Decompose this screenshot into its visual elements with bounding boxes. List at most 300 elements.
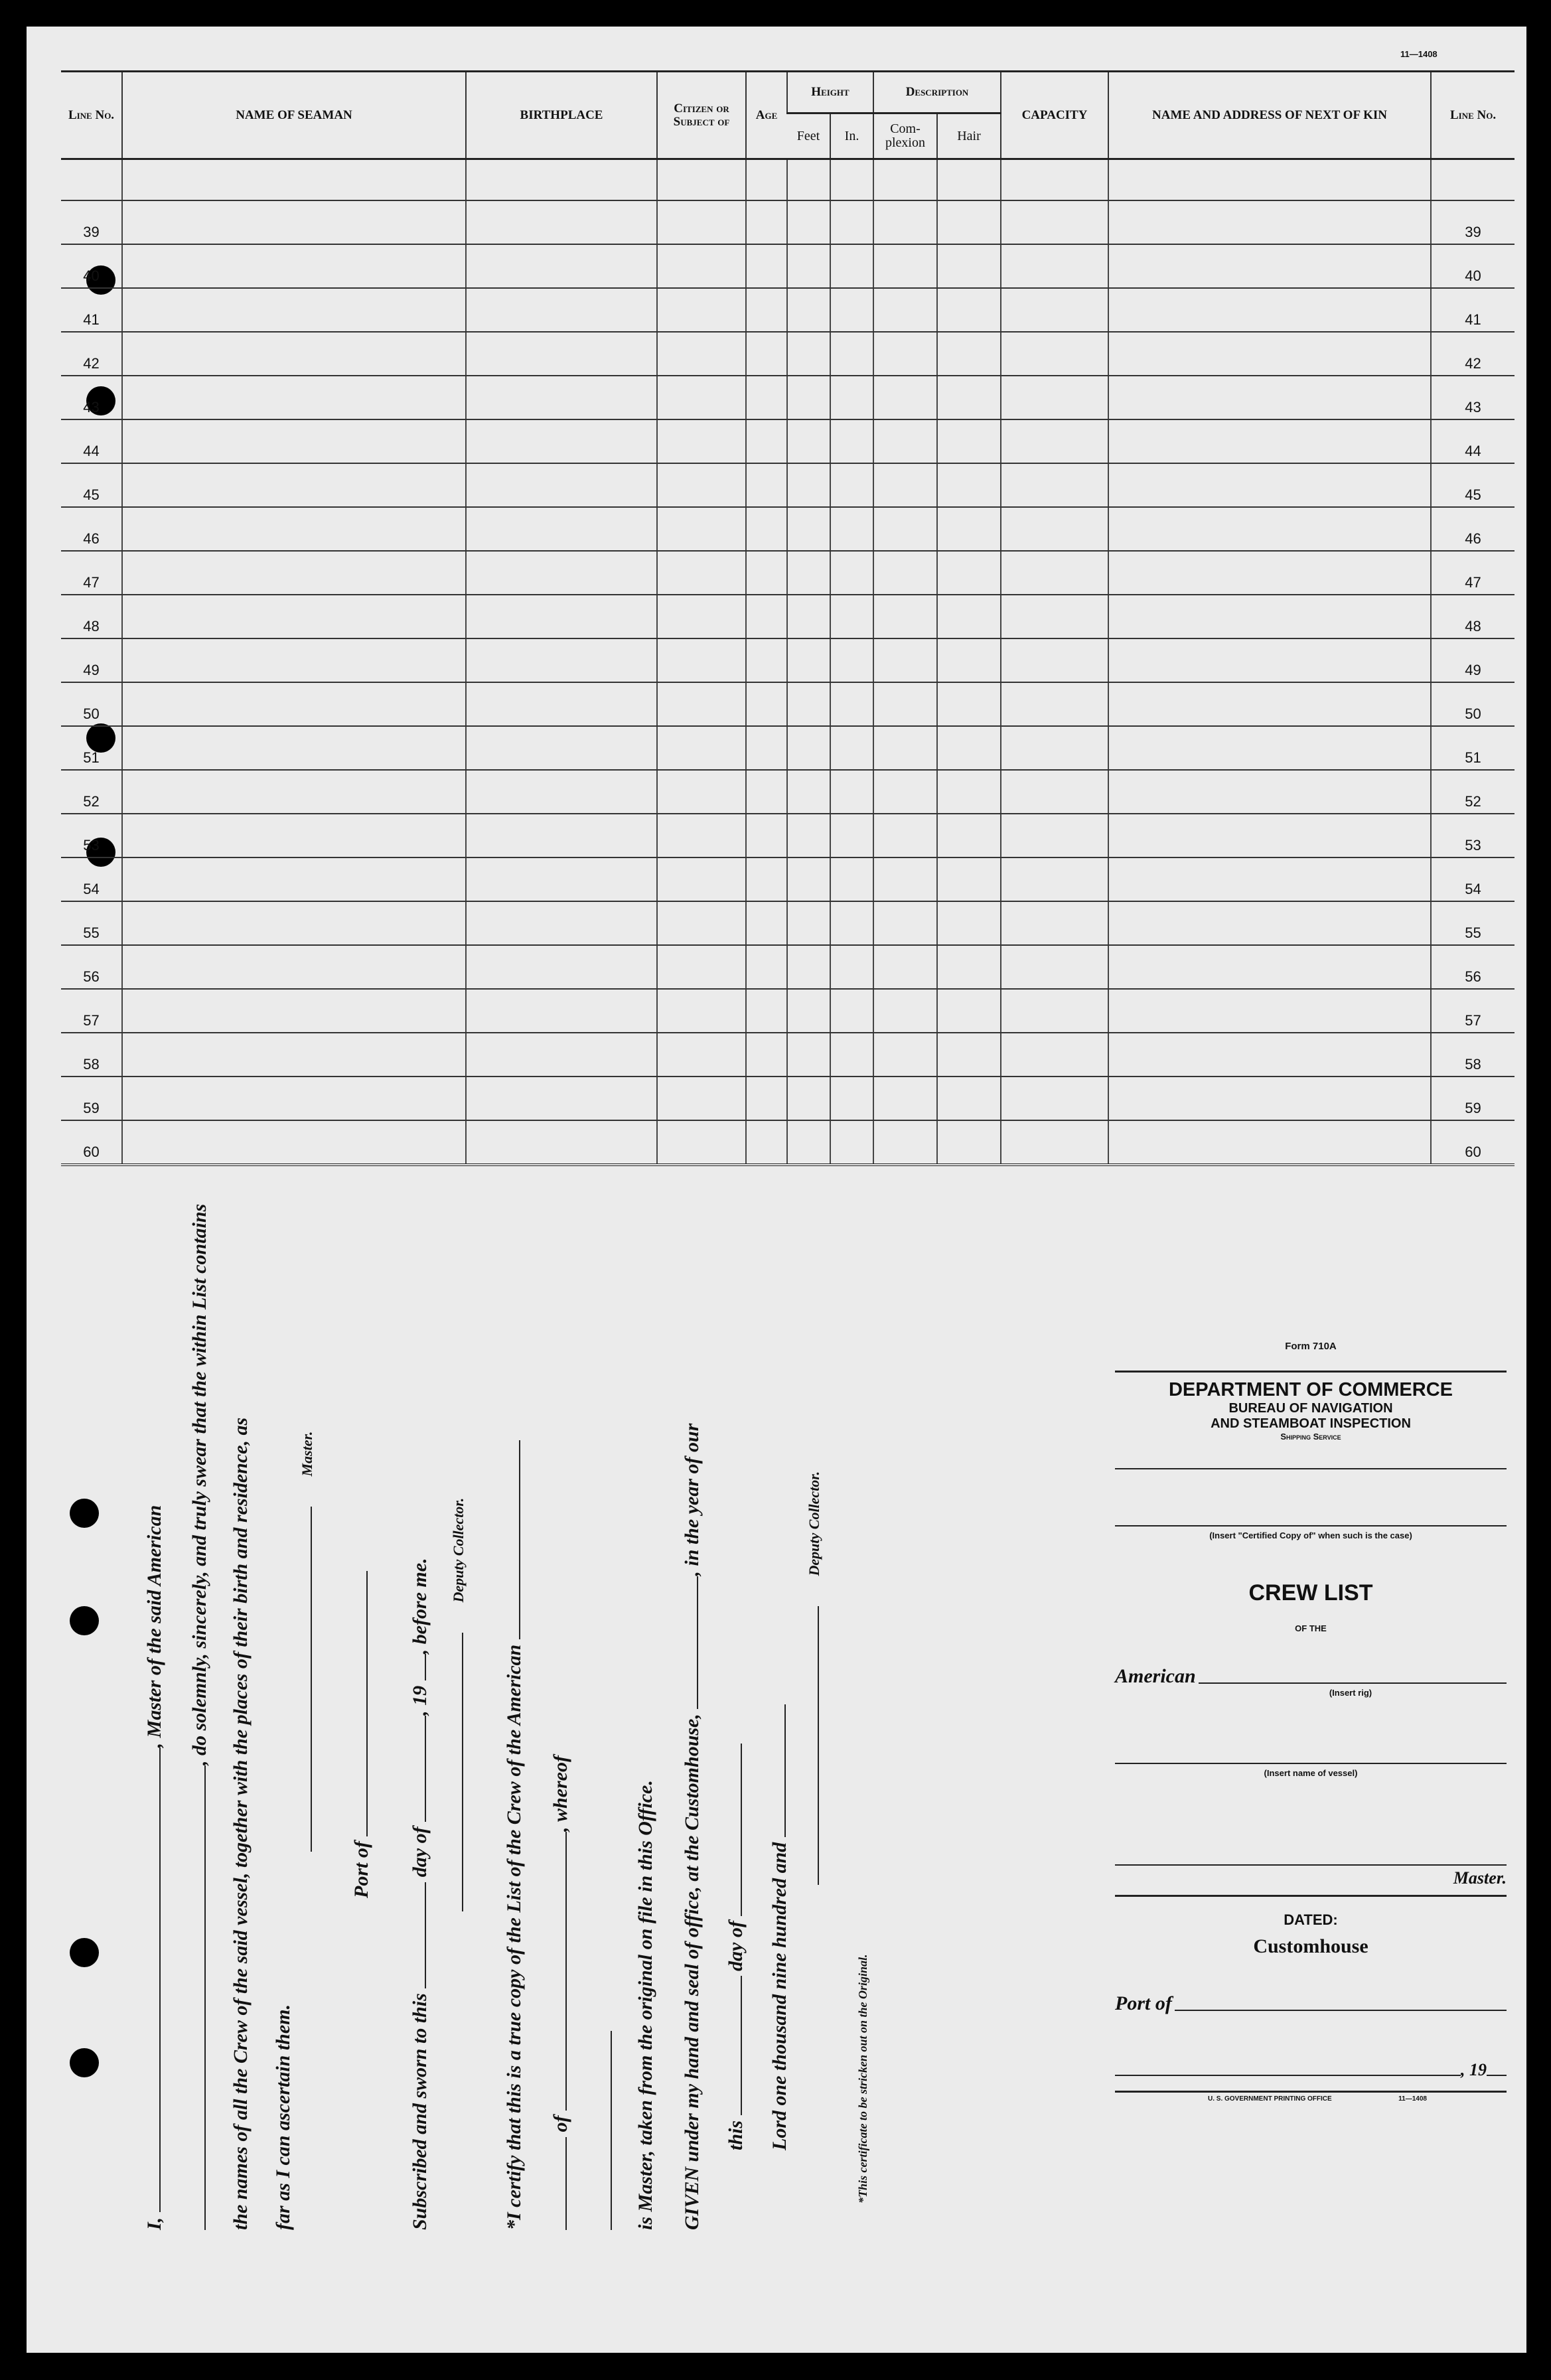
header-height: Height [787, 72, 873, 113]
entry-cell[interactable] [1108, 857, 1431, 901]
entry-cell[interactable] [937, 419, 1001, 463]
entry-cell[interactable] [830, 551, 873, 595]
entry-cell[interactable] [657, 419, 746, 463]
entry-cell[interactable] [830, 682, 873, 726]
entry-cell[interactable] [830, 989, 873, 1033]
entry-cell[interactable] [787, 507, 830, 551]
entry-cell[interactable] [122, 288, 466, 332]
entry-cell[interactable] [1001, 244, 1108, 288]
entry-cell[interactable] [830, 1077, 873, 1120]
line-number: 42 [61, 332, 122, 376]
entry-cell[interactable] [466, 1120, 657, 1165]
entry-cell[interactable] [1108, 682, 1431, 726]
table-row [61, 1120, 1514, 1165]
deputy-signature-blank-2[interactable] [803, 1606, 819, 1885]
entry-cell[interactable] [830, 507, 873, 551]
entry-cell[interactable] [1108, 463, 1431, 507]
entry-cell[interactable] [937, 595, 1001, 638]
entry-cell[interactable] [787, 814, 830, 857]
year19-label: , 19 [1461, 2060, 1487, 2079]
oath-line-1: , Master of the said American [143, 1505, 165, 1748]
entry-cell[interactable] [1108, 551, 1431, 595]
entry-cell[interactable] [746, 857, 787, 901]
entry-cell[interactable] [830, 376, 873, 419]
entry-cell[interactable] [787, 770, 830, 814]
entry-cell[interactable] [830, 419, 873, 463]
entry-cell[interactable] [937, 507, 1001, 551]
entry-cell[interactable] [1108, 814, 1431, 857]
entry-cell[interactable] [1108, 1077, 1431, 1120]
header-line-no-right: Line No. [1431, 72, 1514, 159]
punch-hole [70, 1606, 99, 1635]
line-number-right: 40 [1431, 244, 1514, 288]
entry-cell[interactable] [466, 376, 657, 419]
entry-cell[interactable] [937, 244, 1001, 288]
entry-cell[interactable] [1108, 595, 1431, 638]
entry-cell[interactable] [1001, 945, 1108, 989]
entry-cell[interactable] [937, 1033, 1001, 1077]
entry-cell[interactable] [746, 682, 787, 726]
entry-cell[interactable] [873, 1120, 937, 1165]
entry-cell[interactable] [122, 1120, 466, 1165]
entry-cell[interactable] [466, 244, 657, 288]
entry-cell[interactable] [1001, 726, 1108, 770]
certify-rig-blank[interactable] [499, 1440, 520, 1639]
entry-cell[interactable] [1001, 332, 1108, 376]
entry-cell[interactable] [1001, 682, 1108, 726]
entry-cell[interactable] [657, 814, 746, 857]
entry-cell[interactable] [1108, 1033, 1431, 1077]
entry-cell[interactable] [873, 200, 937, 244]
entry-cell[interactable] [1108, 376, 1431, 419]
entry-cell[interactable] [937, 376, 1001, 419]
entry-cell[interactable] [1108, 945, 1431, 989]
entry-cell[interactable] [657, 989, 746, 1033]
entry-cell[interactable] [830, 857, 873, 901]
entry-cell[interactable] [657, 638, 746, 682]
master-name-line[interactable] [1115, 1864, 1507, 1866]
header-hair: Hair [937, 113, 1001, 159]
given-port-blank[interactable] [677, 1576, 698, 1709]
entry-cell[interactable] [1001, 1033, 1108, 1077]
entry-cell[interactable] [787, 244, 830, 288]
entry-cell[interactable] [746, 595, 787, 638]
subscribed-month-blank[interactable] [405, 1716, 426, 1822]
line-number-right: 57 [1431, 989, 1514, 1033]
entry-cell[interactable] [466, 682, 657, 726]
entry-cell[interactable] [122, 901, 466, 945]
entry-cell[interactable] [122, 857, 466, 901]
entry-cell[interactable] [787, 595, 830, 638]
certify-master-blank[interactable] [591, 2031, 612, 2230]
date-blank[interactable] [1115, 2075, 1461, 2076]
entry-cell[interactable] [873, 770, 937, 814]
entry-cell[interactable] [1108, 989, 1431, 1033]
entry-cell[interactable] [746, 551, 787, 595]
entry-cell[interactable] [122, 200, 466, 244]
entry-cell[interactable] [873, 551, 937, 595]
entry-cell[interactable] [873, 945, 937, 989]
entry-cell[interactable] [787, 638, 830, 682]
entry-cell[interactable] [746, 244, 787, 288]
before-me-label: , before me. [409, 1558, 431, 1655]
entry-cell[interactable] [746, 463, 787, 507]
entry-cell[interactable] [466, 1033, 657, 1077]
entry-cell[interactable] [1108, 288, 1431, 332]
entry-cell[interactable] [657, 1033, 746, 1077]
entry-cell[interactable] [937, 682, 1001, 726]
entry-cell[interactable] [657, 551, 746, 595]
entry-cell[interactable] [787, 901, 830, 945]
entry-cell[interactable] [657, 945, 746, 989]
entry-cell[interactable] [873, 463, 937, 507]
entry-cell[interactable] [937, 288, 1001, 332]
given-day-blank[interactable] [721, 1976, 742, 2115]
entry-cell[interactable] [1001, 376, 1108, 419]
master-name-blank[interactable] [139, 1748, 161, 2212]
table-row [61, 638, 1514, 682]
entry-cell[interactable] [466, 200, 657, 244]
entry-cell[interactable] [787, 551, 830, 595]
entry-cell[interactable] [830, 244, 873, 288]
entry-cell[interactable] [122, 638, 466, 682]
punch-hole [70, 2048, 99, 2077]
entry-cell[interactable] [873, 682, 937, 726]
entry-cell[interactable] [746, 901, 787, 945]
entry-cell[interactable] [873, 376, 937, 419]
entry-cell[interactable] [122, 989, 466, 1033]
header-next-of-kin: NAME AND ADDRESS OF NEXT OF KIN [1108, 72, 1431, 159]
entry-cell[interactable] [122, 770, 466, 814]
entry-cell[interactable] [122, 726, 466, 770]
entry-cell[interactable] [657, 595, 746, 638]
entry-cell[interactable] [1001, 638, 1108, 682]
table-cell [1001, 159, 1108, 201]
year-blank[interactable] [1487, 2075, 1507, 2076]
subscribed-day-of: day of [409, 1826, 431, 1878]
entry-cell[interactable] [830, 332, 873, 376]
entry-cell[interactable] [746, 288, 787, 332]
entry-cell[interactable] [122, 551, 466, 595]
entry-cell[interactable] [830, 901, 873, 945]
entry-cell[interactable] [787, 200, 830, 244]
entry-cell[interactable] [122, 244, 466, 288]
line-number: 41 [61, 288, 122, 332]
entry-cell[interactable] [787, 1077, 830, 1120]
entry-cell[interactable] [657, 288, 746, 332]
entry-cell[interactable] [787, 332, 830, 376]
entry-cell[interactable] [466, 726, 657, 770]
table-row [61, 376, 1514, 419]
entry-cell[interactable] [122, 595, 466, 638]
entry-cell[interactable] [466, 1077, 657, 1120]
entry-cell[interactable] [122, 507, 466, 551]
entry-cell[interactable] [1108, 638, 1431, 682]
entry-cell[interactable] [466, 332, 657, 376]
entry-cell[interactable] [937, 332, 1001, 376]
entry-cell[interactable] [787, 463, 830, 507]
line-number: 57 [61, 989, 122, 1033]
entry-cell[interactable] [873, 419, 937, 463]
entry-cell[interactable] [937, 1077, 1001, 1120]
entry-cell[interactable] [657, 770, 746, 814]
entry-cell[interactable] [1001, 551, 1108, 595]
entry-cell[interactable] [746, 507, 787, 551]
entry-cell[interactable] [746, 332, 787, 376]
entry-cell[interactable] [1108, 726, 1431, 770]
entry-cell[interactable] [873, 726, 937, 770]
entry-cell[interactable] [746, 1120, 787, 1165]
entry-cell[interactable] [787, 288, 830, 332]
entry-cell[interactable] [873, 901, 937, 945]
entry-cell[interactable] [466, 595, 657, 638]
entry-cell[interactable] [657, 1077, 746, 1120]
oath-line-4: far as I can ascertain them. [272, 2004, 294, 2230]
entry-cell[interactable] [466, 463, 657, 507]
given-year-blank[interactable] [765, 1704, 786, 1837]
entry-cell[interactable] [787, 1033, 830, 1077]
entry-cell[interactable] [746, 989, 787, 1033]
subscribed-day-blank[interactable] [405, 1882, 426, 1988]
entry-cell[interactable] [830, 770, 873, 814]
crew-list-title: CREW LIST [1248, 1580, 1373, 1605]
entry-cell[interactable] [466, 507, 657, 551]
entry-cell[interactable] [657, 1120, 746, 1165]
table-row [61, 288, 1514, 332]
header-citizen: Citizen or Subject of [657, 72, 746, 159]
certify-port-blank[interactable] [546, 1832, 567, 2111]
entry-cell[interactable] [830, 463, 873, 507]
entry-cell[interactable] [1108, 244, 1431, 288]
entry-cell[interactable] [830, 595, 873, 638]
entry-cell[interactable] [873, 595, 937, 638]
vessel-name-blank[interactable] [1115, 1763, 1507, 1764]
entry-cell[interactable] [1001, 770, 1108, 814]
entry-cell[interactable] [937, 945, 1001, 989]
table-row [61, 945, 1514, 989]
entry-cell[interactable] [746, 945, 787, 989]
port-blank[interactable] [1175, 2010, 1507, 2011]
entry-cell[interactable] [122, 682, 466, 726]
line-number: 49 [61, 638, 122, 682]
entry-cell[interactable] [466, 419, 657, 463]
line-number: 50 [61, 682, 122, 726]
line-number: 59 [61, 1077, 122, 1120]
entry-cell[interactable] [1108, 1120, 1431, 1165]
header-birthplace: BIRTHPLACE [466, 72, 657, 159]
entry-cell[interactable] [873, 1033, 937, 1077]
line-number-right: 43 [1431, 376, 1514, 419]
entry-cell[interactable] [122, 332, 466, 376]
entry-cell[interactable] [466, 989, 657, 1033]
certified-copy-blank-2[interactable] [1115, 1525, 1507, 1526]
master-signature-blank[interactable] [296, 1507, 312, 1852]
entry-cell[interactable] [937, 814, 1001, 857]
subscribed-year19: , 19 [409, 1685, 431, 1716]
entry-cell[interactable] [830, 200, 873, 244]
entry-cell[interactable] [746, 419, 787, 463]
entry-cell[interactable] [657, 901, 746, 945]
entry-cell[interactable] [1108, 770, 1431, 814]
entry-cell[interactable] [746, 1077, 787, 1120]
entry-cell[interactable] [1108, 419, 1431, 463]
entry-cell[interactable] [122, 463, 466, 507]
entry-cell[interactable] [1001, 463, 1108, 507]
entry-cell[interactable] [937, 989, 1001, 1033]
entry-cell[interactable] [122, 1033, 466, 1077]
entry-cell[interactable] [830, 945, 873, 989]
department-title: DEPARTMENT OF COMMERCE [1168, 1379, 1453, 1400]
entry-cell[interactable] [466, 814, 657, 857]
entry-cell[interactable] [873, 244, 937, 288]
deputy-signature-blank-1[interactable] [447, 1633, 463, 1911]
entry-cell[interactable] [122, 376, 466, 419]
entry-cell[interactable] [1001, 1120, 1108, 1165]
certified-copy-blank-1[interactable] [1115, 1468, 1507, 1469]
entry-cell[interactable] [1001, 989, 1108, 1033]
entry-cell[interactable] [657, 376, 746, 419]
entry-cell[interactable] [873, 332, 937, 376]
entry-cell[interactable] [937, 1120, 1001, 1165]
table-cell [466, 159, 657, 201]
certified-note: (Insert "Certified Copy of" when such is the case) [1209, 1530, 1412, 1540]
entry-cell[interactable] [122, 1077, 466, 1120]
entry-cell[interactable] [466, 901, 657, 945]
entry-cell[interactable] [657, 726, 746, 770]
entry-cell[interactable] [122, 814, 466, 857]
entry-cell[interactable] [787, 989, 830, 1033]
entry-cell[interactable] [873, 1077, 937, 1120]
entry-cell[interactable] [937, 857, 1001, 901]
entry-cell[interactable] [787, 1120, 830, 1165]
entry-cell[interactable] [873, 638, 937, 682]
form-code-bottom: 11—1408 [1398, 2095, 1427, 2103]
line-number-right: 53 [1431, 814, 1514, 857]
entry-cell[interactable] [830, 288, 873, 332]
line-number: 43 [61, 376, 122, 419]
entry-cell[interactable] [1001, 288, 1108, 332]
table-cell [746, 159, 787, 201]
entry-cell[interactable] [466, 945, 657, 989]
entry-cell[interactable] [746, 200, 787, 244]
subscribed-year-blank[interactable] [405, 1654, 426, 1680]
header-name-of-seaman: NAME OF SEAMAN [122, 72, 466, 159]
entry-cell[interactable] [657, 507, 746, 551]
certify-vessel-blank[interactable] [546, 2137, 567, 2230]
entry-cell[interactable] [1001, 901, 1108, 945]
line-number: 60 [61, 1120, 122, 1165]
entry-cell[interactable] [657, 682, 746, 726]
entry-cell[interactable] [657, 857, 746, 901]
entry-cell[interactable] [937, 770, 1001, 814]
entry-cell[interactable] [873, 288, 937, 332]
entry-cell[interactable] [1108, 200, 1431, 244]
entry-cell[interactable] [937, 638, 1001, 682]
entry-cell[interactable] [1108, 901, 1431, 945]
entry-cell[interactable] [122, 945, 466, 989]
rig-blank[interactable] [1199, 1682, 1507, 1684]
entry-cell[interactable] [1108, 332, 1431, 376]
entry-cell[interactable] [873, 857, 937, 901]
entry-cell[interactable] [1001, 857, 1108, 901]
header-feet: Feet [787, 113, 830, 159]
entry-cell[interactable] [787, 682, 830, 726]
entry-cell[interactable] [937, 551, 1001, 595]
of-the-label: OF THE [1295, 1623, 1327, 1633]
line-number-right: 50 [1431, 682, 1514, 726]
entry-cell[interactable] [466, 551, 657, 595]
entry-cell[interactable] [122, 419, 466, 463]
dated-label: DATED: [1284, 1911, 1338, 1928]
entry-cell[interactable] [1001, 419, 1108, 463]
port-of-label: Port of [1115, 1992, 1172, 2014]
entry-cell[interactable] [830, 726, 873, 770]
entry-cell[interactable] [657, 200, 746, 244]
entry-cell[interactable] [746, 770, 787, 814]
seaman-blank[interactable] [185, 1765, 206, 2230]
entry-cell[interactable] [657, 332, 746, 376]
entry-cell[interactable] [787, 419, 830, 463]
entry-cell[interactable] [1001, 507, 1108, 551]
entry-cell[interactable] [466, 857, 657, 901]
entry-cell[interactable] [746, 814, 787, 857]
entry-cell[interactable] [873, 989, 937, 1033]
line-number: 56 [61, 945, 122, 989]
entry-cell[interactable] [657, 244, 746, 288]
line-number-right: 58 [1431, 1033, 1514, 1077]
table-row [61, 682, 1514, 726]
entry-cell[interactable] [657, 463, 746, 507]
entry-cell[interactable] [466, 638, 657, 682]
entry-cell[interactable] [1001, 200, 1108, 244]
entry-cell[interactable] [787, 376, 830, 419]
entry-cell[interactable] [937, 726, 1001, 770]
entry-cell[interactable] [746, 726, 787, 770]
entry-cell[interactable] [1001, 1077, 1108, 1120]
entry-cell[interactable] [787, 945, 830, 989]
certify-text: *I certify that this is a true copy of the List of the Crew of the American [503, 1644, 525, 2230]
given-month-blank[interactable] [721, 1744, 742, 1916]
line-number: 47 [61, 551, 122, 595]
table-row [61, 726, 1514, 770]
entry-cell[interactable] [830, 1033, 873, 1077]
entry-cell[interactable] [1108, 507, 1431, 551]
entry-cell[interactable] [1001, 814, 1108, 857]
entry-cell[interactable] [787, 857, 830, 901]
oath-port-blank[interactable] [346, 1571, 368, 1836]
entry-cell[interactable] [937, 463, 1001, 507]
entry-cell[interactable] [787, 726, 830, 770]
line-number: 45 [61, 463, 122, 507]
line-number: 58 [61, 1033, 122, 1077]
entry-cell[interactable] [466, 770, 657, 814]
entry-cell[interactable] [746, 376, 787, 419]
entry-cell[interactable] [873, 507, 937, 551]
given-day-of: day of [725, 1921, 747, 1971]
entry-cell[interactable] [830, 814, 873, 857]
entry-cell[interactable] [1001, 595, 1108, 638]
entry-cell[interactable] [466, 288, 657, 332]
entry-cell[interactable] [873, 814, 937, 857]
entry-cell[interactable] [830, 638, 873, 682]
table-row [61, 463, 1514, 507]
entry-cell[interactable] [937, 901, 1001, 945]
entry-cell[interactable] [746, 1033, 787, 1077]
entry-cell[interactable] [830, 1120, 873, 1165]
entry-cell[interactable] [937, 200, 1001, 244]
entry-cell[interactable] [746, 638, 787, 682]
line-number: 40 [61, 244, 122, 288]
